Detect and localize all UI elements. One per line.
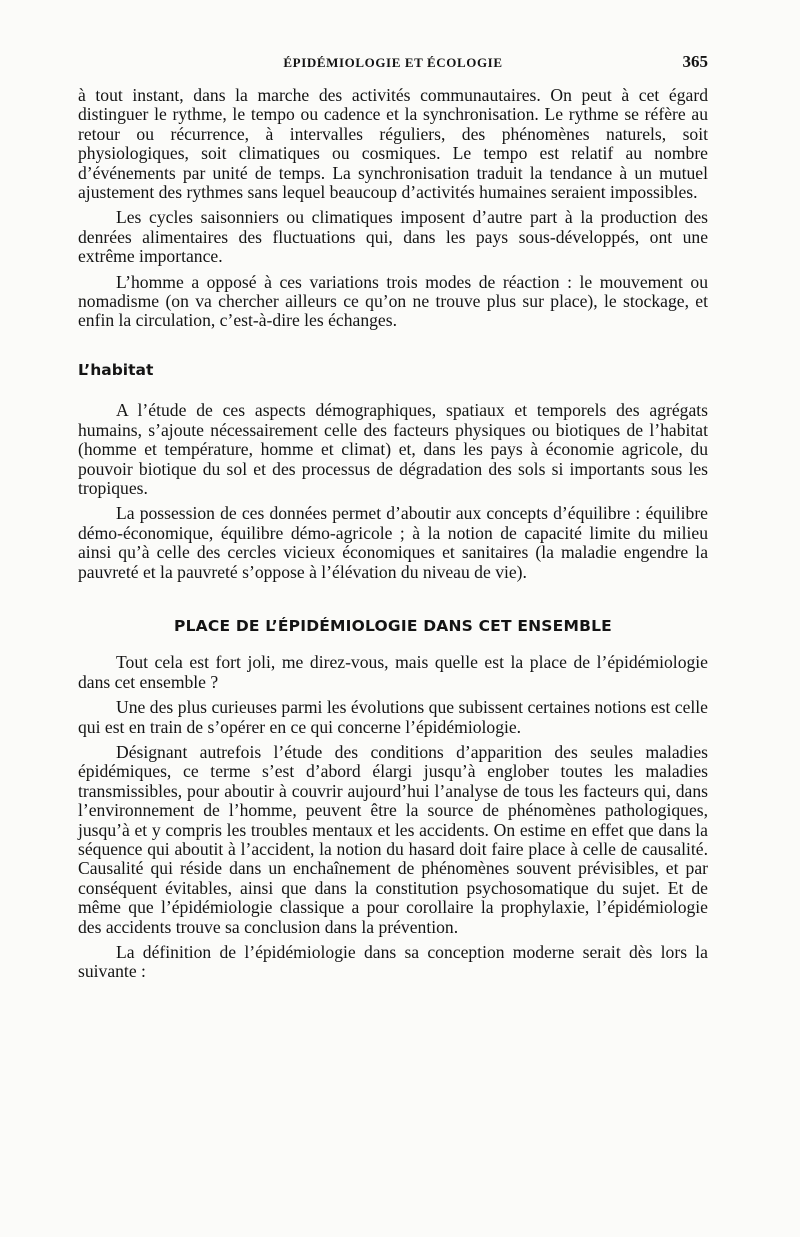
paragraph-reaction-modes: L’homme a opposé à ces variations trois modes de réaction : le mouvement ou nomadisme (on va chercher ailleurs ce qu’on ne trouve plus sur place), le stockage, et enfin la circulation, c’est-à-dire les échanges. (78, 271, 708, 331)
section-heading-place: PLACE DE L’ÉPIDÉMIOLOGIE DANS CET ENSEMBLE (174, 616, 612, 635)
running-title: ÉPIDÉMIOLOGIE ET ÉCOLOGIE (283, 55, 503, 70)
paragraph-continuation: à tout instant, dans la marche des activités communautaires. On peut à cet égard distinguer le rythme, le tempo ou cadence et la synchronisation. Le rythme se réfère au retour ou récurrence, à intervalles réguliers, des phénomènes naturels, soit physiologiques, soit climatiques ou cosmiques. Le tempo est relatif au nombre d’événements par unité de temps. La synchronisation traduit la tendance à un mutuel ajustement des rythmes sans lequel beaucoup d’activités humaines seraient impossibles. (78, 85, 708, 203)
paragraph-equilibrium: La possession de ces données permet d’aboutir aux concepts d’équilibre : équilibre démo-économique, équilibre démo-agricole ; à la notion de capacité limite du milieu ainsi qu’à celle des cercles vicieux économiques et sanitaires (la maladie engendre la pauvreté et la pauvreté s’oppose à l’élévation du niveau de vie). (78, 503, 708, 582)
paragraph-question: Tout cela est fort joli, me direz-vous, mais quelle est la place de l’épidémiologie dans cet ensemble ? (78, 652, 708, 692)
running-head (78, 52, 708, 74)
page-body (78, 86, 708, 988)
paragraph-definition-history: Désignant autrefois l’étude des conditions d’apparition des seules maladies épidémiques, ce terme s’est d’abord élargi jusqu’à englober toutes les maladies transmissibles, pour aboutir à couvrir aujourd’hui l’analyse de tous les facteurs qui, dans l’environnement de l’homme, peuvent être la source de phénomènes pathologiques, jusqu’à et y compris les troubles mentaux et les accidents. On estime en effet que dans la séquence qui aboutit à l’accident, la notion du hasard doit faire place à celle de causalité. Causalité qui réside dans un enchaînement de phénomènes souvent prévisibles, et par conséquent évitables, ainsi que dans la constitution psychosomatique du sujet. Et de même que l’épidémiologie classique a pour corollaire la prophylaxie, l’épidémiologie des accidents trouve sa conclusion dans la prévention. (78, 741, 708, 937)
paragraph-habitat-factors: A l’étude de ces aspects démographiques, spatiaux et temporels des agrégats humains, s’ajoute nécessairement celle des facteurs physiques ou biotiques de l’habitat (homme et température, homme et climat) et, dans les pays à économie agricole, du pouvoir biotique du sol et des processus de dégradation des sols si importants sous les tropiques. (78, 400, 708, 498)
page-number: 365 (682, 52, 708, 71)
paragraph-evolution: Une des plus curieuses parmi les évolutions que subissent certaines notions est celle qui est en train de s’opérer en ce qui concerne l’épidémiologie. (78, 697, 708, 737)
section-heading-habitat: L’habitat (78, 360, 154, 379)
paragraph-cycles: Les cycles saisonniers ou climatiques imposent d’autre part à la production des denrées alimentaires des fluctuations qui, dans les pays sous-développés, ont une extrême importance. (78, 207, 708, 267)
paragraph-modern-definition: La définition de l’épidémiologie dans sa conception moderne serait dès lors la suivante : (78, 942, 708, 982)
